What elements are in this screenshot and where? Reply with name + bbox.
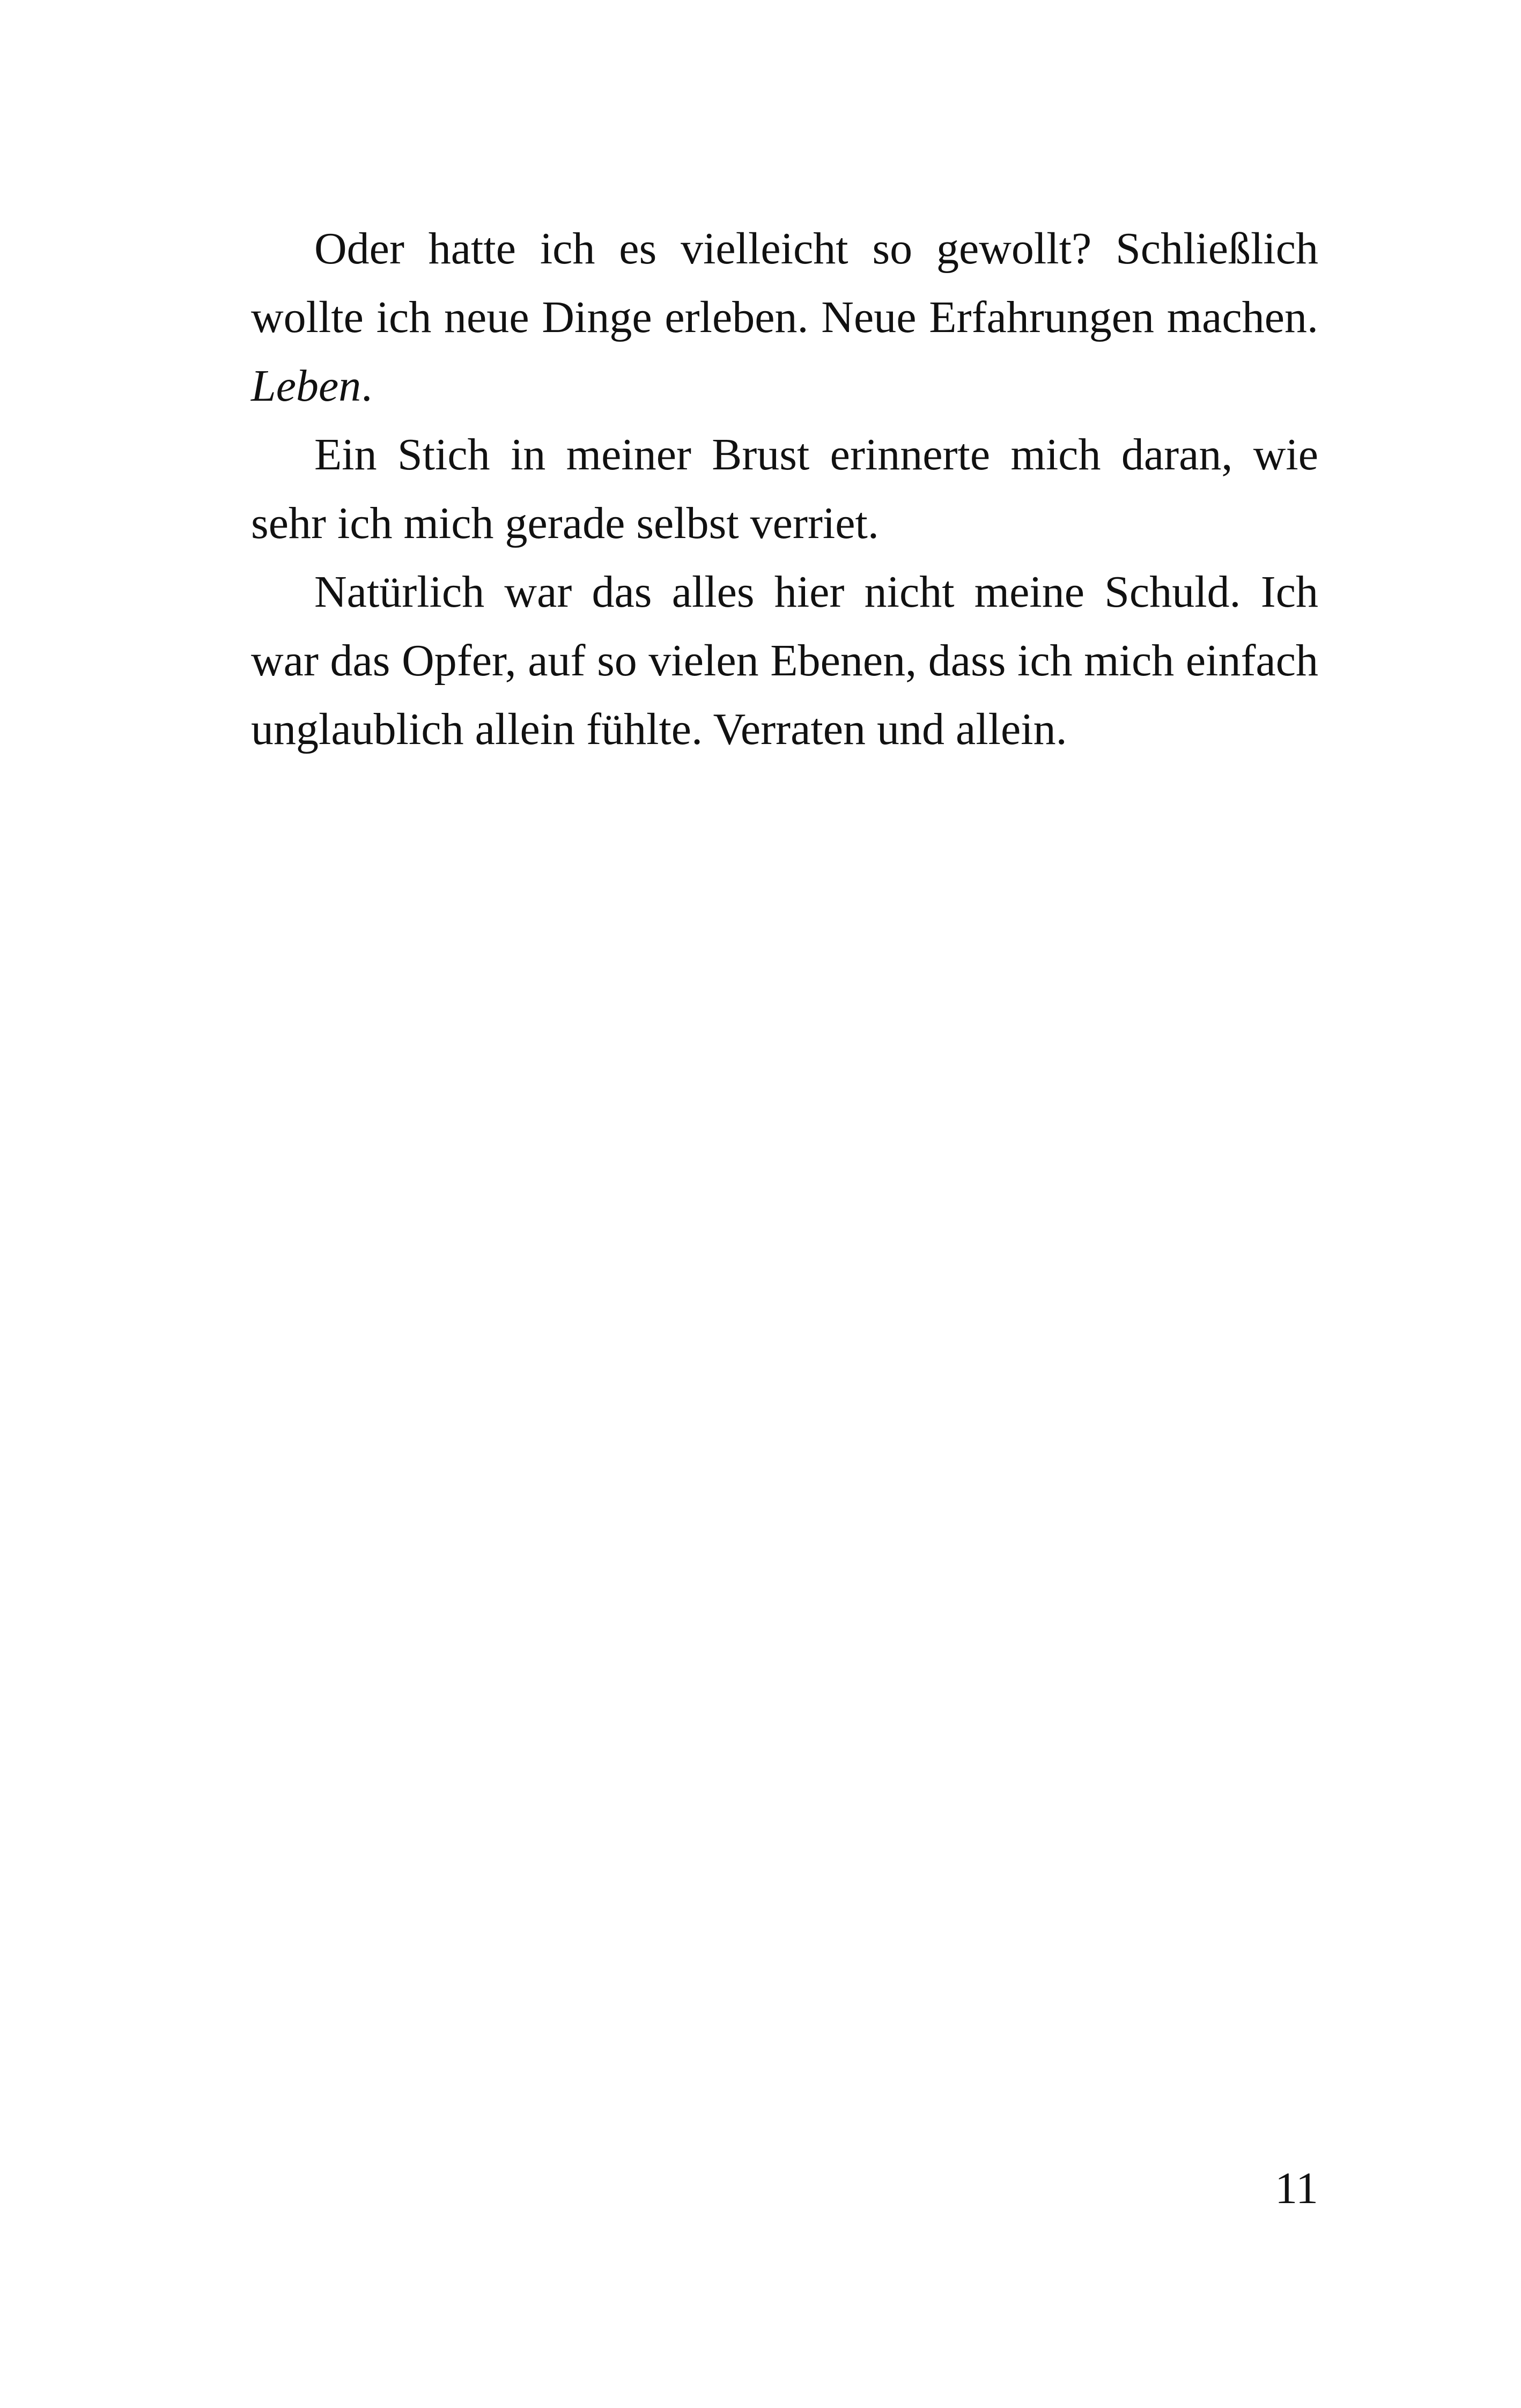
paragraph-1 bbox=[251, 215, 1318, 421]
paragraph-3: Natürlich war das alles hier nicht meine Schuld. Ich war das Opfer, auf so vielen Ebenen, dass ich mich einfach unglaublich allein fühlte. Verraten und allein. bbox=[251, 567, 1318, 754]
paragraph-1-end: . bbox=[361, 361, 373, 411]
paragraph-1-text: Oder hatte ich es vielleicht so gewollt? Schließlich wollte ich neue Dinge erleben. Neue Erfahrungen machen. bbox=[251, 224, 1318, 342]
paragraph-2: Ein Stich in meiner Brust erinnerte mich daran, wie sehr ich mich gerade selbst verriet. bbox=[251, 430, 1318, 548]
page-number: 11 bbox=[1275, 2163, 1318, 2213]
body-text bbox=[251, 215, 1318, 764]
emphasized-word: Leben bbox=[251, 361, 361, 411]
